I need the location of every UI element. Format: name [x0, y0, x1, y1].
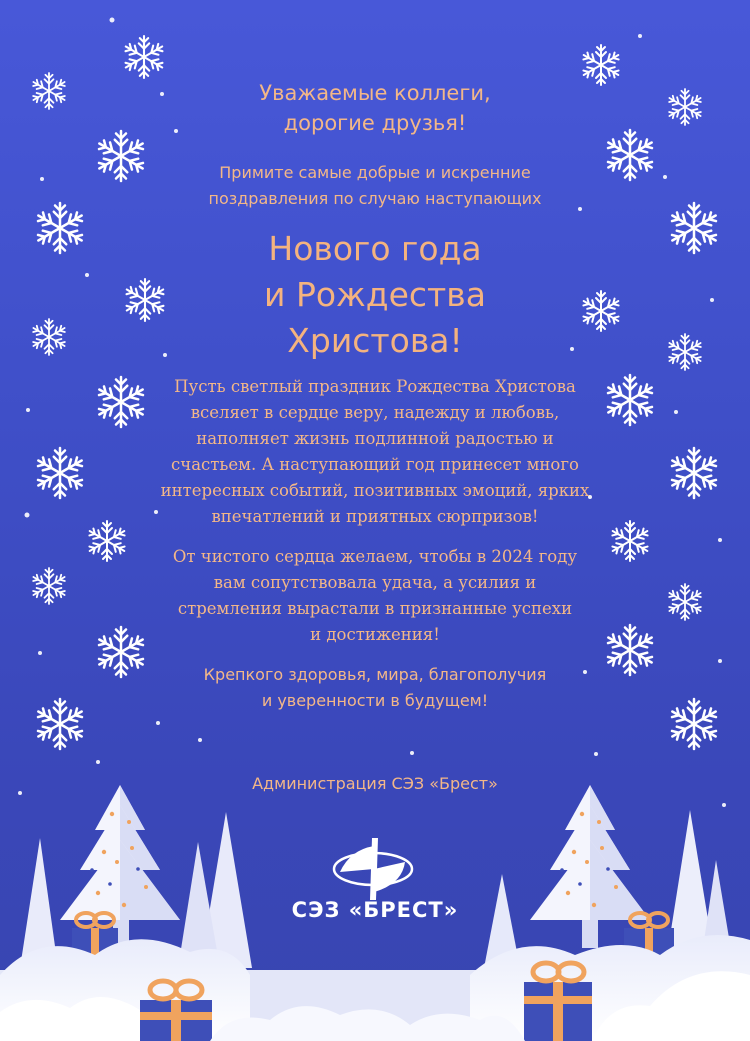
greeting-line: Уважаемые коллеги, — [259, 81, 491, 105]
wish-paragraph — [0, 544, 750, 648]
paragraph-line: впечатлений и приятных сюрпризов! — [211, 507, 539, 526]
gift-box — [524, 963, 592, 1041]
headline-line: и Рождества — [264, 275, 486, 314]
paragraph-line: счастьем. А наступающий год принесет много — [171, 455, 579, 474]
wish-paragraph — [0, 374, 750, 530]
paragraph-line: Пусть светлый праздник Рождества Христова — [174, 377, 576, 396]
paragraph-line: вам сопутствовала удача, а усилия и — [213, 573, 537, 592]
headline — [0, 226, 750, 364]
headline-line: Нового года — [268, 229, 482, 268]
intro — [0, 160, 750, 212]
paragraph-line: наполняет жизнь подлинной радостью и — [196, 429, 554, 448]
wish-paragraph — [0, 662, 750, 714]
paragraph-line: Крепкого здоровья, мира, благополучия — [203, 665, 547, 684]
paragraph-line: интересных событий, позитивных эмоций, ярких — [160, 481, 590, 500]
logo-text: СЭЗ «БРЕСТ» — [291, 898, 459, 922]
greeting-line: дорогие друзья! — [283, 111, 467, 135]
intro-line: Примите самые добрые и искренние — [219, 163, 531, 182]
paragraph-line: и уверенности в будущем! — [261, 691, 489, 710]
intro-line: поздравления по случаю наступающих — [208, 189, 542, 208]
paragraph-line: и достижения! — [310, 625, 440, 644]
paragraph-line: От чистого сердца желаем, чтобы в 2024 году — [172, 547, 578, 566]
gift-box — [140, 981, 212, 1041]
signature: Администрация СЭЗ «Брест» — [252, 774, 498, 793]
greeting — [0, 78, 750, 138]
headline-line: Христова! — [287, 321, 463, 360]
paragraph-line: вселяет в сердце веру, надежду и любовь, — [190, 403, 560, 422]
paragraph-line: стремления вырастали в признанные успехи — [177, 599, 573, 618]
logo-emblem — [334, 838, 412, 900]
